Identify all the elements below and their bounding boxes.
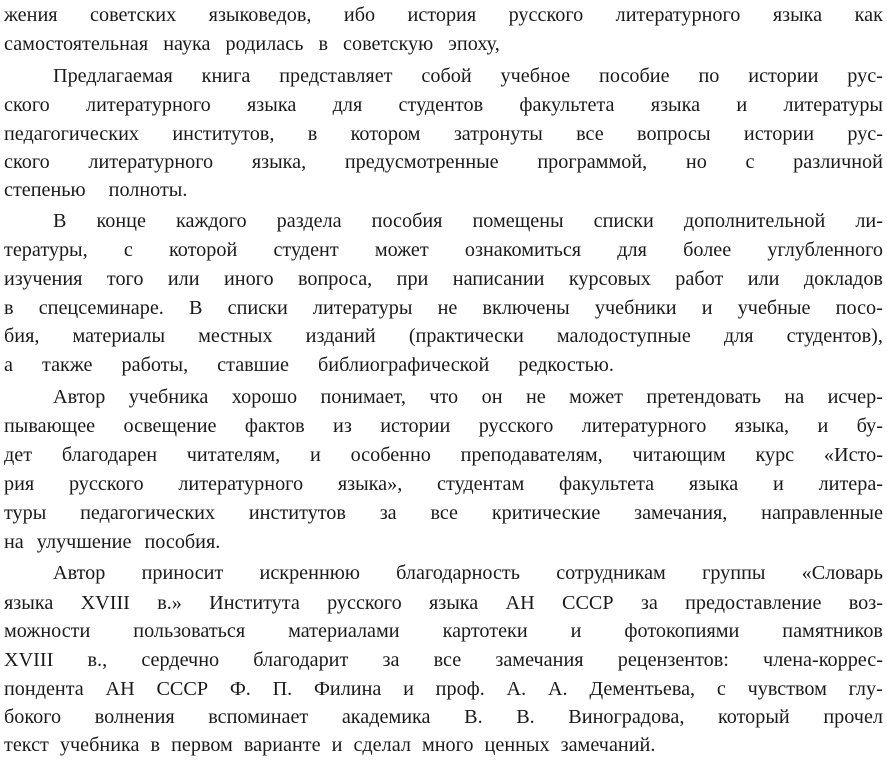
word: и: [309, 444, 321, 466]
word: или: [167, 268, 200, 290]
word: затронуты: [453, 123, 543, 145]
word: глу-: [848, 678, 883, 700]
word: бокого: [4, 706, 62, 728]
word: критические: [491, 502, 601, 524]
word: на: [784, 386, 805, 408]
word: материалы: [72, 325, 166, 347]
word: студентов),: [786, 325, 883, 347]
text-line: [4, 265, 883, 294]
word: за: [379, 502, 397, 524]
text-line: [4, 1, 883, 30]
word: рус-: [847, 65, 883, 87]
word: сердечно: [141, 649, 220, 671]
word: русского: [478, 415, 554, 437]
text-line: степенью полноты.: [4, 179, 188, 201]
word: языка: [247, 94, 297, 116]
word: пособия: [371, 210, 443, 232]
text-line: [4, 675, 883, 704]
word: СССР: [156, 678, 209, 700]
word: (практически: [408, 325, 524, 347]
word: литературы: [783, 94, 883, 116]
word: представляет: [279, 65, 393, 87]
word: студентов: [398, 94, 484, 116]
word: история: [407, 4, 477, 26]
word: языковедов,: [208, 4, 312, 26]
word: котором: [350, 123, 421, 145]
word: может: [374, 239, 429, 261]
word: ознакомиться: [464, 239, 582, 261]
text-line: самостоятельная наука родилась в советскую эпоху,: [4, 33, 500, 55]
word: за: [640, 592, 658, 614]
word: что: [429, 386, 459, 408]
word: проф.: [435, 678, 485, 700]
text-line: [4, 617, 883, 646]
word: в: [4, 297, 14, 319]
word: языка,: [251, 151, 307, 173]
text-line: [4, 322, 883, 351]
text-line: [4, 499, 883, 528]
word: тературы,: [4, 239, 88, 261]
word: языка: [772, 4, 823, 26]
word: советских: [90, 4, 177, 26]
word: того: [106, 268, 144, 290]
word: и: [772, 473, 784, 495]
word: АН: [105, 678, 135, 700]
word: литературного: [615, 4, 741, 26]
word: литературы: [312, 297, 413, 319]
word: Автор: [53, 386, 106, 408]
word: литературного: [178, 473, 304, 495]
word: за: [382, 649, 400, 671]
word: по: [698, 65, 720, 87]
text-line: [53, 383, 883, 412]
word: П.: [272, 678, 293, 700]
word: картотеки: [442, 620, 528, 642]
word: предоставление: [685, 592, 822, 614]
word: Виноградова,: [568, 706, 685, 728]
word: пособие: [599, 65, 670, 87]
text-line: на улучшение пособия.: [4, 531, 221, 553]
word: для: [617, 239, 647, 261]
word: все: [430, 502, 459, 524]
word: с: [716, 678, 726, 700]
word: или: [747, 268, 780, 290]
word: «Словарь: [801, 562, 883, 584]
word: вспоминает: [208, 706, 309, 728]
word: рия: [4, 473, 35, 495]
word: институтов: [248, 502, 346, 524]
word: истории: [748, 65, 819, 87]
word: может: [569, 386, 623, 408]
word: направленные: [761, 502, 883, 524]
word: включены: [482, 297, 570, 319]
word: приносит: [141, 562, 224, 584]
text-line: текст учебника в первом варианте и сделал много ценных замечаний.: [4, 734, 656, 756]
text-line: [4, 441, 883, 470]
text-line: [53, 62, 883, 91]
word: туры: [4, 502, 47, 524]
word: курс: [755, 444, 795, 466]
word: особенно: [350, 444, 431, 466]
word: В: [189, 297, 203, 319]
word: замечания,: [634, 502, 728, 524]
word: прочел: [823, 706, 883, 728]
word: языка: [4, 592, 54, 614]
word: учебные: [737, 297, 811, 319]
text-line: [4, 148, 883, 177]
word: посо-: [835, 297, 883, 319]
text-line: [4, 120, 883, 149]
word: списки: [227, 297, 288, 319]
word: факультета: [519, 94, 615, 116]
word: группы: [702, 562, 766, 584]
word: В: [53, 210, 67, 232]
word: чувством: [747, 678, 827, 700]
word: и: [403, 678, 414, 700]
word: В.: [464, 706, 483, 728]
word: литературного: [581, 415, 707, 437]
word: который: [718, 706, 790, 728]
word: фактов: [244, 415, 305, 437]
text-line: [53, 207, 883, 236]
word: малодоступные: [556, 325, 691, 347]
word: студентам: [437, 473, 525, 495]
text-line: [53, 559, 883, 588]
word: помещены: [472, 210, 564, 232]
word: воз-: [848, 592, 883, 614]
word: педагогических: [80, 502, 216, 524]
word: истории: [380, 415, 451, 437]
word: бия,: [4, 325, 40, 347]
word: из: [333, 415, 352, 437]
word: в.»: [157, 592, 182, 614]
word: СССР: [562, 592, 614, 614]
word: материалами: [288, 620, 400, 642]
word: различной: [793, 151, 883, 173]
word: благодарность: [396, 562, 520, 584]
word: языка»,: [337, 473, 403, 495]
word: члена-коррес-: [763, 649, 883, 671]
word: рецензентов:: [617, 649, 729, 671]
word: как: [854, 4, 883, 26]
word: литературного: [88, 151, 214, 173]
word: литера-: [818, 473, 883, 495]
word: при: [396, 268, 429, 290]
word: списки: [593, 210, 654, 232]
word: русского: [508, 4, 584, 26]
word: Института: [209, 592, 300, 614]
word: и: [736, 94, 748, 116]
word: не: [525, 386, 546, 408]
word: педагогических: [4, 123, 139, 145]
word: предусмотренные: [344, 151, 499, 173]
text-line: [4, 703, 883, 732]
word: понимает,: [320, 386, 406, 408]
word: учебника: [128, 386, 209, 408]
text-line: [4, 91, 883, 120]
word: курсовых: [568, 268, 651, 290]
text-line: [4, 236, 883, 265]
word: студент: [273, 239, 339, 261]
word: спецсеминаре.: [38, 297, 164, 319]
word: каждого: [175, 210, 247, 232]
word: собой: [421, 65, 472, 87]
word: книга: [201, 65, 251, 87]
word: программой,: [537, 151, 648, 173]
word: литературного: [86, 94, 211, 116]
word: Филина: [313, 678, 382, 700]
word: вопроса,: [298, 268, 373, 290]
word: благодарен: [61, 444, 158, 466]
word: учебное: [500, 65, 571, 87]
word: и: [570, 620, 582, 642]
word: раздела: [276, 210, 342, 232]
word: более: [683, 239, 732, 261]
word: академика: [341, 706, 431, 728]
word: языка: [428, 592, 479, 614]
word: все: [433, 649, 462, 671]
word: дет: [4, 444, 33, 466]
word: русского: [68, 473, 144, 495]
word: замечания: [495, 649, 584, 671]
word: искреннюю: [259, 562, 360, 584]
word: в.,: [87, 649, 108, 671]
word: ибо: [343, 4, 376, 26]
word: институтов,: [172, 123, 275, 145]
word: А.: [506, 678, 527, 700]
word: и: [817, 415, 829, 437]
word: исчер-: [827, 386, 883, 408]
word: рус-: [847, 123, 883, 145]
word: для: [332, 94, 363, 116]
text-line: [4, 294, 883, 323]
word: преподавателям,: [460, 444, 603, 466]
word: читающим: [632, 444, 726, 466]
word: читателям,: [186, 444, 281, 466]
word: фотокопиями: [624, 620, 740, 642]
word: сотрудникам: [556, 562, 666, 584]
text-line: а также работы, ставшие библиографической редкостью.: [4, 354, 614, 376]
word: Дементьева,: [589, 678, 696, 700]
word: благодарит: [253, 649, 349, 671]
word: и: [701, 297, 713, 319]
word: АН: [505, 592, 535, 614]
word: освещение: [123, 415, 217, 437]
text-line: [4, 589, 883, 618]
word: русского: [327, 592, 402, 614]
word: иного: [223, 268, 274, 290]
word: изучения: [4, 268, 83, 290]
word: XVIII: [4, 649, 54, 671]
word: написании: [452, 268, 545, 290]
word: пывающее: [4, 415, 96, 437]
word: памятников: [782, 620, 883, 642]
word: конце: [96, 210, 146, 232]
word: углубленного: [767, 239, 883, 261]
word: изданий: [305, 325, 376, 347]
word: языка,: [734, 415, 790, 437]
word: учебники: [594, 297, 677, 319]
word: факультета: [559, 473, 655, 495]
word: с: [123, 239, 133, 261]
text-line: [4, 470, 883, 499]
word: бу-: [856, 415, 883, 437]
word: он: [481, 386, 503, 408]
word: пользоваться: [133, 620, 246, 642]
word: претендовать: [646, 386, 761, 408]
word: истории: [743, 123, 815, 145]
word: жения: [4, 4, 58, 26]
word: XVIII: [80, 592, 130, 614]
word: все: [576, 123, 604, 145]
word: для: [723, 325, 754, 347]
word: дополнительной: [683, 210, 826, 232]
word: ского: [4, 94, 50, 116]
word: Ф.: [229, 678, 251, 700]
word: вопросы: [637, 123, 711, 145]
word: языка: [650, 94, 701, 116]
text-line: [4, 412, 883, 441]
word: волнения: [94, 706, 175, 728]
word: В.: [516, 706, 535, 728]
word: «Исто-: [823, 444, 883, 466]
word: которой: [169, 239, 238, 261]
word: пондента: [4, 678, 84, 700]
word: А.: [547, 678, 568, 700]
word: языка: [688, 473, 739, 495]
text-line: [4, 646, 883, 675]
word: хорошо: [231, 386, 298, 408]
word: местных: [198, 325, 273, 347]
word: Предлагаемая: [53, 65, 173, 87]
word: докладов: [803, 268, 883, 290]
word: ли-: [855, 210, 883, 232]
word: в: [307, 123, 318, 145]
word: с: [745, 151, 755, 173]
word: можности: [4, 620, 91, 642]
word: не: [437, 297, 458, 319]
word: работ: [675, 268, 724, 290]
word: Автор: [53, 562, 106, 584]
word: ского: [4, 151, 50, 173]
word: но: [685, 151, 707, 173]
